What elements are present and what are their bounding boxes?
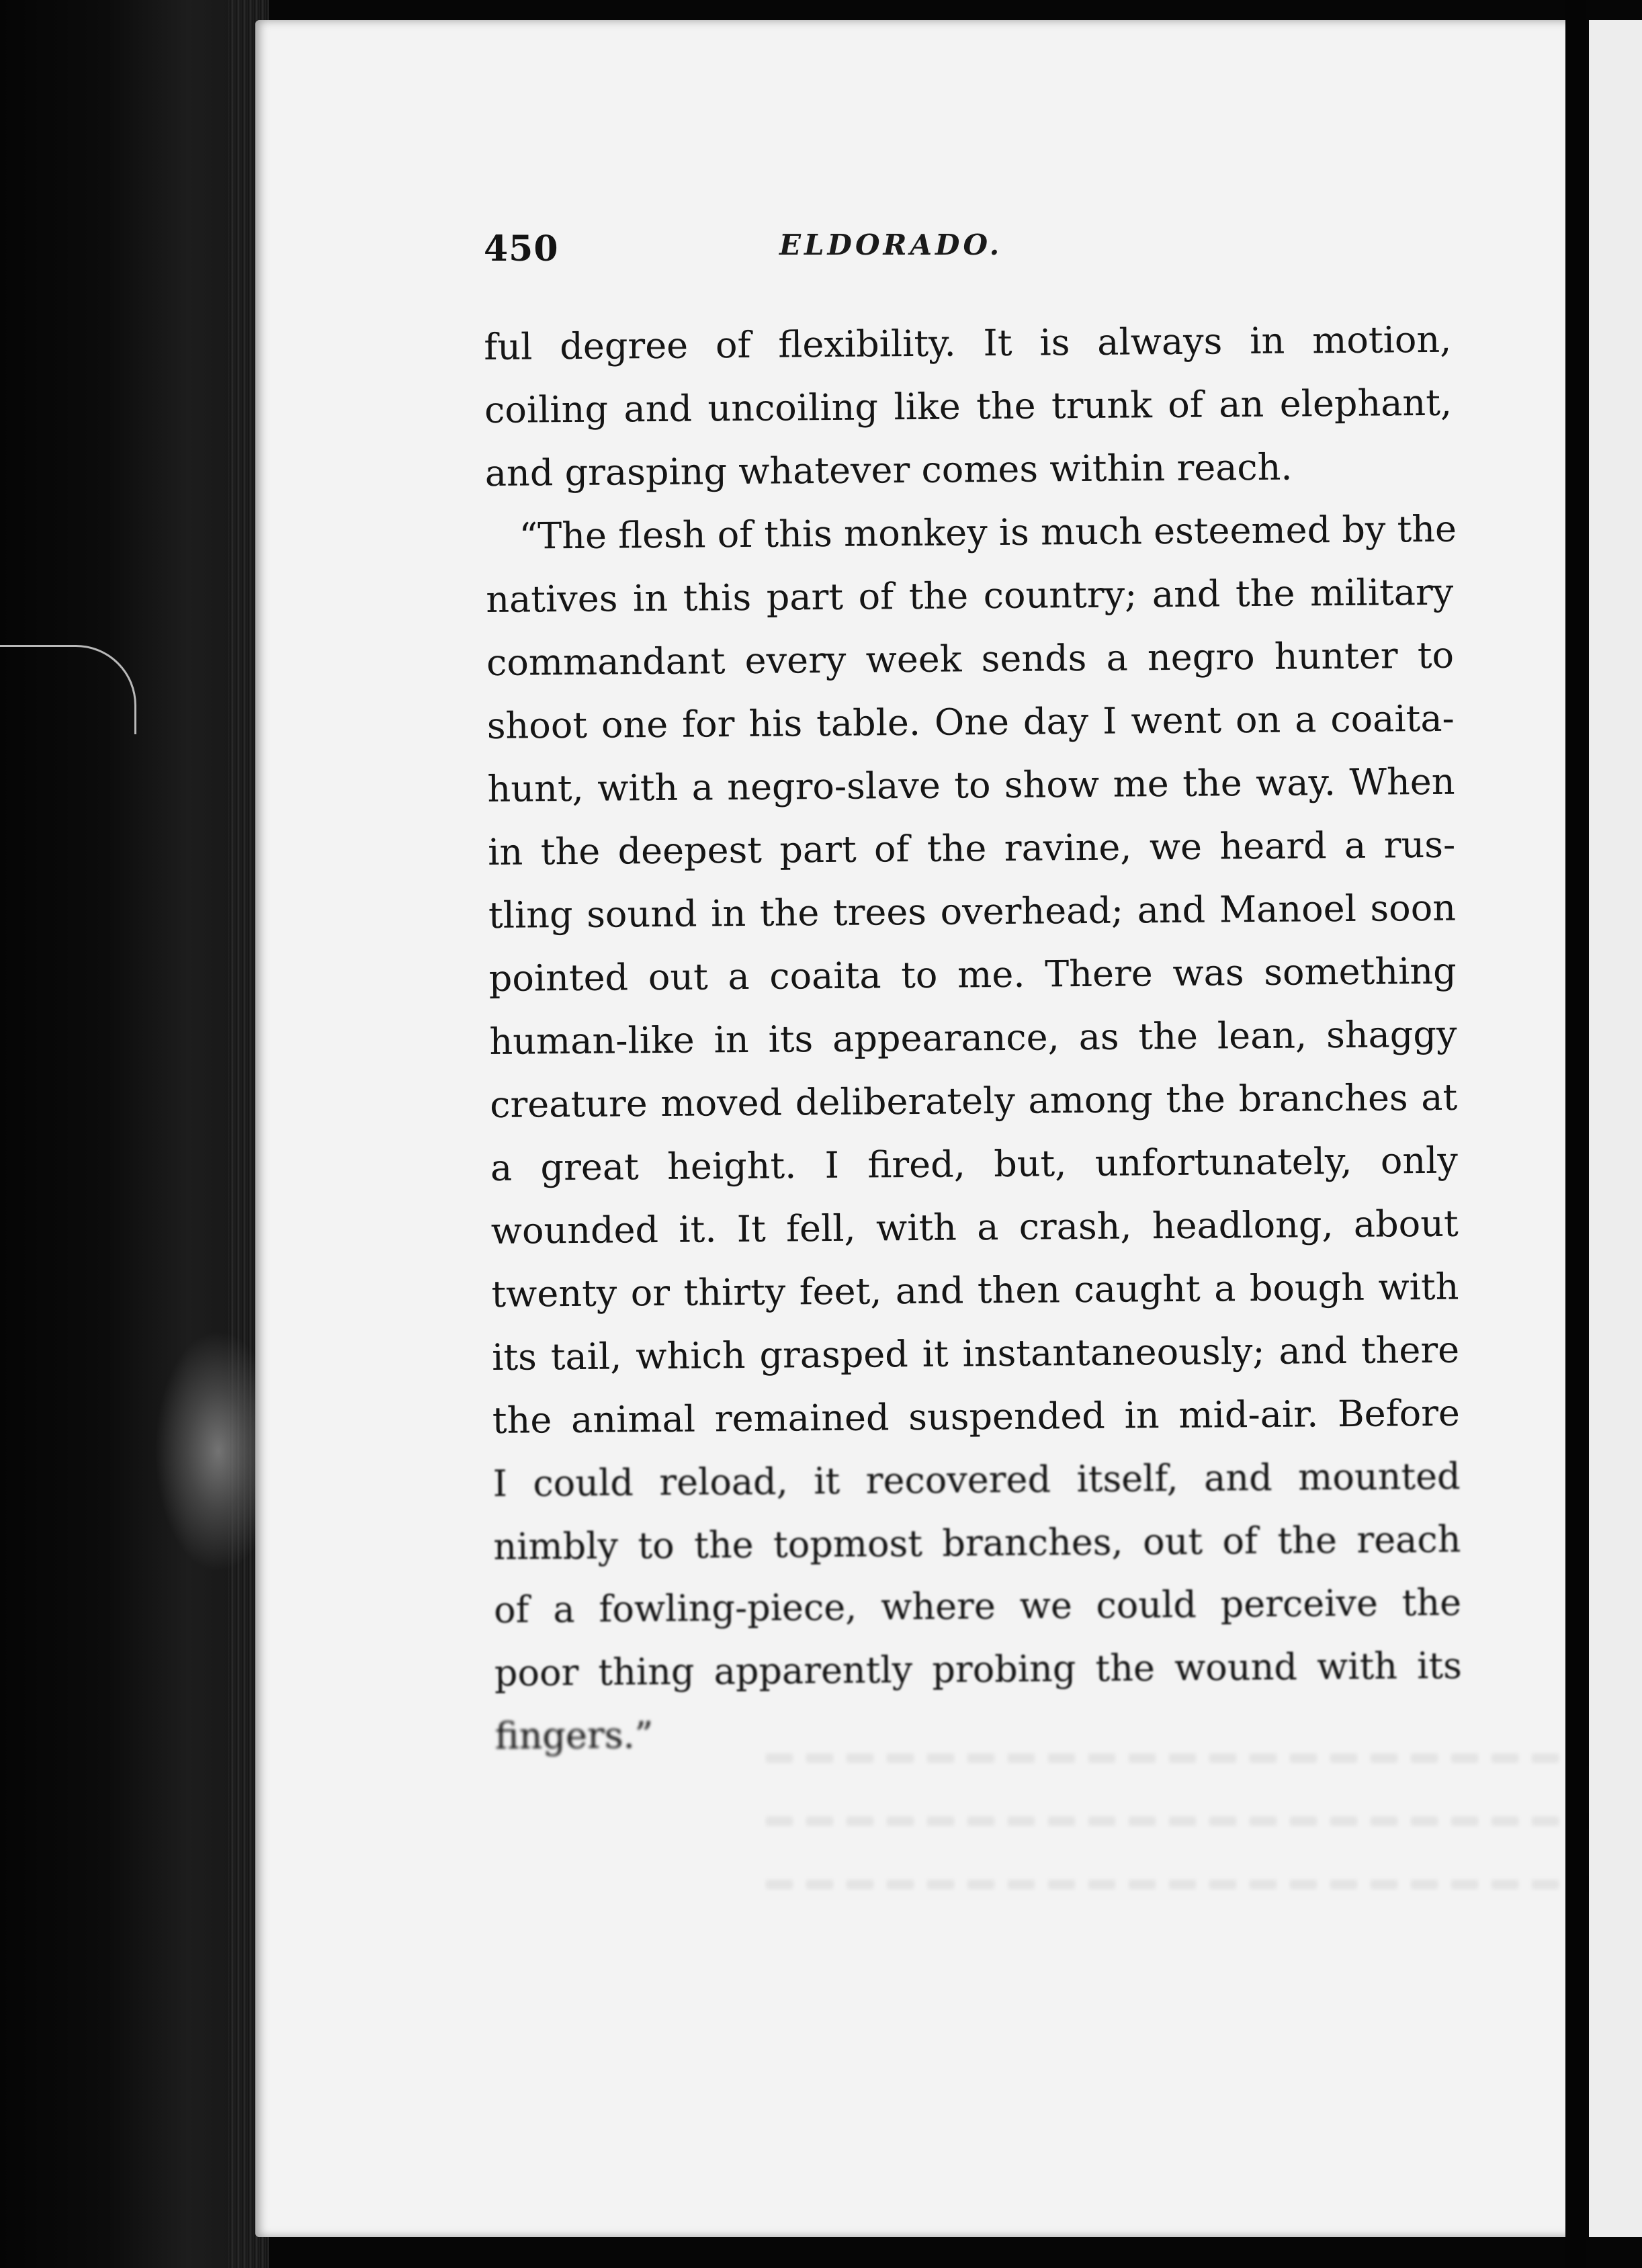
text-line: shoot one for his table. One day I went on a coaita- <box>486 697 1455 747</box>
book-page <box>255 20 1572 2237</box>
show-through-text <box>766 1753 1642 1955</box>
text-line: ful degree of flexibility. It is always in motion, <box>484 318 1452 368</box>
text-line: creature moved deliberately among the branches at <box>489 1076 1458 1126</box>
page-gutter <box>1565 0 1586 2268</box>
text-line: twenty or thirty feet, and then caught a bough with <box>491 1265 1459 1315</box>
text-line: nimbly to the topmost branches, out of the reach <box>493 1518 1461 1568</box>
text-line: poor thing apparently probing the wound with its <box>494 1644 1463 1694</box>
show-through-line <box>766 1817 1642 1826</box>
text-line: hunt, with a negro-slave to show me the way. When <box>487 760 1455 810</box>
text-line: I could reload, it recovered itself, and mounted <box>492 1454 1461 1505</box>
text-line: pointed out a coaita to me. There was something <box>488 949 1457 1000</box>
text-line: of a fowling-piece, where we could perceive the <box>493 1581 1462 1631</box>
text-line: in the deepest part of the ravine, we heard a rus- <box>488 823 1456 873</box>
text-line: wounded it. It fell, with a crash, headlong, about <box>490 1202 1459 1252</box>
text-line: “The flesh of this monkey is much esteemed by the <box>519 507 1457 558</box>
text-line: a great height. I fired, but, unfortunately, only <box>490 1139 1459 1189</box>
text-line: natives in this part of the country; and the military <box>486 570 1454 621</box>
text-line: fingers.” <box>494 1714 654 1757</box>
page-number: 450 <box>484 228 559 269</box>
text-line: human-like in its appearance, as the lean, shaggy <box>489 1012 1457 1063</box>
running-title: ELDORADO. <box>779 228 1003 261</box>
text-line: the animal remained suspended in mid-air. Before <box>492 1391 1461 1442</box>
text-line: and grasping whatever comes within reach. <box>484 445 1293 494</box>
show-through-line <box>766 1880 1642 1889</box>
text-line: commandant every week sends a negro hunter to <box>486 634 1455 684</box>
running-header <box>484 228 1290 282</box>
adjacent-page-edge <box>1589 20 1642 2237</box>
text-line: coiling and uncoiling like the trunk of an elephant, <box>484 381 1453 431</box>
text-line: its tail, which grasped it instantaneously; and there <box>491 1328 1460 1379</box>
show-through-line <box>766 1753 1642 1763</box>
body-text <box>484 308 1463 1768</box>
text-line: tling sound in the trees overhead; and Manoel soon <box>488 886 1457 936</box>
